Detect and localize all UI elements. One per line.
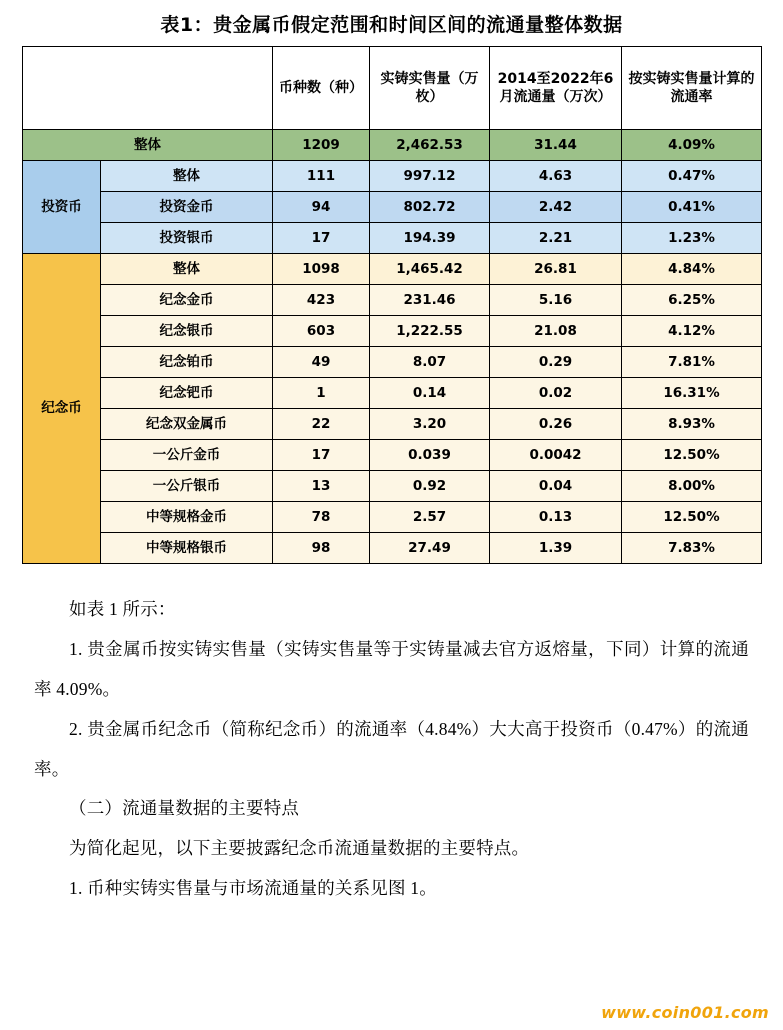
cell-minted-sold: 0.92	[370, 471, 490, 502]
cell-coin-types: 94	[273, 192, 370, 223]
table-title: 表1：贵金属币假定范围和时间区间的流通量整体数据	[160, 14, 623, 36]
cell-rate: 4.84%	[622, 254, 762, 285]
paragraph-4-section-heading: （二）流通量数据的主要特点	[69, 798, 300, 819]
cell-rate: 1.23%	[622, 223, 762, 254]
cell-circulation: 5.16	[490, 285, 622, 316]
cell-rate: 0.47%	[622, 161, 762, 192]
header-blank-cell	[23, 47, 273, 130]
cell-minted-sold: 0.14	[370, 378, 490, 409]
cell-circulation: 31.44	[490, 130, 622, 161]
cell-rate: 4.12%	[622, 316, 762, 347]
header-minted-sold: 实铸实售量（万枚）	[370, 47, 490, 130]
group-label-investment: 投资币	[23, 161, 101, 254]
cell-coin-types: 1209	[273, 130, 370, 161]
cell-rate: 12.50%	[622, 440, 762, 471]
cell-rate: 7.81%	[622, 347, 762, 378]
row-label: 纪念钯币	[101, 378, 273, 409]
cell-circulation: 4.63	[490, 161, 622, 192]
paragraph-1: 如表 1 所示：	[69, 599, 176, 619]
table-row-investment-silver	[23, 223, 762, 254]
cell-minted-sold: 1,222.55	[370, 316, 490, 347]
cell-minted-sold: 231.46	[370, 285, 490, 316]
table-row-commemorative-bimetal	[23, 409, 762, 440]
cell-circulation: 0.26	[490, 409, 622, 440]
cell-minted-sold: 997.12	[370, 161, 490, 192]
cell-minted-sold: 2.57	[370, 502, 490, 533]
cell-rate: 16.31%	[622, 378, 762, 409]
row-label: 整体	[101, 161, 273, 192]
circulation-data-table	[22, 46, 762, 564]
cell-circulation: 1.39	[490, 533, 622, 564]
table-row-kg-silver	[23, 471, 762, 502]
paragraph-5: 为简化起见，以下主要披露纪念币流通量数据的主要特点。	[69, 838, 530, 859]
table-row-commemorative-gold	[23, 285, 762, 316]
paragraph-6: 1. 币种实铸实售量与市场流通量的关系见图 1。	[69, 878, 437, 899]
cell-circulation: 26.81	[490, 254, 622, 285]
cell-coin-types: 111	[273, 161, 370, 192]
cell-minted-sold: 27.49	[370, 533, 490, 564]
table-row-overall	[23, 130, 762, 161]
cell-coin-types: 1098	[273, 254, 370, 285]
cell-rate: 7.83%	[622, 533, 762, 564]
cell-circulation: 0.29	[490, 347, 622, 378]
paragraph-2: 1. 贵金属币按实铸实售量（实铸实售量等于实铸量减去官方返熔量，下同）计算的流通率 4.09%。	[34, 638, 749, 699]
cell-coin-types: 17	[273, 440, 370, 471]
table-row-investment-gold	[23, 192, 762, 223]
cell-circulation: 21.08	[490, 316, 622, 347]
cell-minted-sold: 1,465.42	[370, 254, 490, 285]
cell-circulation: 2.21	[490, 223, 622, 254]
table-row-commemorative-palladium	[23, 378, 762, 409]
cell-coin-types: 13	[273, 471, 370, 502]
cell-circulation: 0.13	[490, 502, 622, 533]
cell-rate: 0.41%	[622, 192, 762, 223]
cell-coin-types: 603	[273, 316, 370, 347]
paragraph-3: 2. 贵金属币纪念币（简称纪念币）的流通率（4.84%）大大高于投资币（0.47%）的流通率。	[34, 718, 749, 779]
cell-rate: 4.09%	[622, 130, 762, 161]
watermark-text: www.coin001.com	[601, 1003, 769, 1022]
row-label: 投资银币	[101, 223, 273, 254]
cell-minted-sold: 802.72	[370, 192, 490, 223]
cell-rate: 6.25%	[622, 285, 762, 316]
row-label: 纪念银币	[101, 316, 273, 347]
cell-circulation: 2.42	[490, 192, 622, 223]
row-label: 整体	[101, 254, 273, 285]
row-label: 纪念双金属币	[101, 409, 273, 440]
row-label-overall: 整体	[23, 130, 273, 161]
row-label: 中等规格金币	[101, 502, 273, 533]
table-row-commemorative-all	[23, 254, 762, 285]
row-label: 一公斤银币	[101, 471, 273, 502]
cell-minted-sold: 3.20	[370, 409, 490, 440]
cell-rate: 8.00%	[622, 471, 762, 502]
cell-coin-types: 1	[273, 378, 370, 409]
cell-circulation: 0.02	[490, 378, 622, 409]
table-container	[22, 46, 761, 564]
table-header-row	[23, 47, 762, 130]
row-label: 纪念金币	[101, 285, 273, 316]
table-row-mid-gold	[23, 502, 762, 533]
row-label: 一公斤金币	[101, 440, 273, 471]
cell-minted-sold: 2,462.53	[370, 130, 490, 161]
table-row-commemorative-silver	[23, 316, 762, 347]
table-row-investment-all	[23, 161, 762, 192]
header-rate: 按实铸实售量计算的流通率	[622, 47, 762, 130]
cell-minted-sold: 0.039	[370, 440, 490, 471]
cell-coin-types: 98	[273, 533, 370, 564]
group-label-commemorative: 纪念币	[23, 254, 101, 564]
cell-coin-types: 22	[273, 409, 370, 440]
cell-coin-types: 49	[273, 347, 370, 378]
body-text	[34, 590, 749, 909]
cell-circulation: 0.0042	[490, 440, 622, 471]
cell-circulation: 0.04	[490, 471, 622, 502]
cell-minted-sold: 194.39	[370, 223, 490, 254]
row-label: 中等规格银币	[101, 533, 273, 564]
cell-coin-types: 17	[273, 223, 370, 254]
row-label: 纪念铂币	[101, 347, 273, 378]
row-label: 投资金币	[101, 192, 273, 223]
table-row-kg-gold	[23, 440, 762, 471]
cell-rate: 12.50%	[622, 502, 762, 533]
cell-coin-types: 78	[273, 502, 370, 533]
header-circulation: 2014至2022年6月流通量（万次）	[490, 47, 622, 130]
header-coin-types: 币种数（种）	[273, 47, 370, 130]
cell-rate: 8.93%	[622, 409, 762, 440]
cell-minted-sold: 8.07	[370, 347, 490, 378]
table-row-commemorative-platinum	[23, 347, 762, 378]
table-row-mid-silver	[23, 533, 762, 564]
cell-coin-types: 423	[273, 285, 370, 316]
